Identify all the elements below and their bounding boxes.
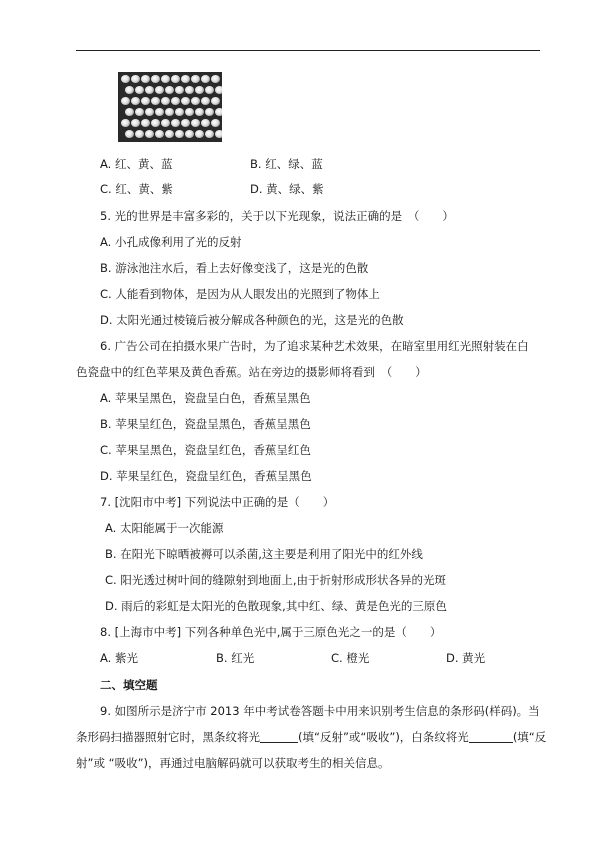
light-dot: [161, 119, 170, 127]
light-dot: [181, 75, 190, 83]
light-dot: [141, 75, 150, 83]
q8-option-a: A. 紫光: [100, 651, 138, 665]
light-dot: [215, 86, 222, 94]
colored-lights-image: [118, 72, 222, 142]
q7-option-b: B. 在阳光下晾晒被褥可以杀菌,这主要是利用了阳光中的红外线: [105, 547, 423, 561]
light-dot: [131, 97, 140, 105]
q9-line2-part2: (填“反射”或“吸收”)，白条纹将光: [298, 730, 469, 744]
light-dot: [131, 75, 140, 83]
light-dot: [161, 97, 170, 105]
light-dot: [121, 75, 130, 83]
q5-option-b: B. 游泳池注水后，看上去好像变浅了，这是光的色散: [100, 261, 369, 275]
q9-line2: [76, 730, 546, 744]
light-dot: [161, 75, 170, 83]
light-dot: [191, 97, 200, 105]
light-dot: [145, 130, 154, 138]
q9-line1: 9. 如图所示是济宁市 2013 年中考试卷答题卡中用来识别考生信息的条形码(样码)。当: [100, 704, 540, 718]
light-dot: [125, 108, 134, 116]
q9-answer-blank-2[interactable]: [469, 730, 513, 743]
q6-option-a: A. 苹果呈黑色，瓷盘呈白色，香蕉呈黑色: [100, 391, 311, 405]
q5-option-d: D. 太阳光通过棱镜后被分解成各种颜色的光，这是光的色散: [100, 313, 404, 327]
light-dot: [131, 119, 140, 127]
q5-stem: 5. 光的世界是丰富多彩的，关于以下光现象，说法正确的是 （ ）: [100, 209, 454, 223]
q7-option-a: A. 太阳能属于一次能源: [105, 521, 224, 535]
light-dot: [201, 119, 210, 127]
q7-stem: 7. [沈阳市中考] 下列说法中正确的是（ ）: [100, 495, 335, 509]
light-dot: [211, 119, 220, 127]
q8-stem: 8. [上海市中考] 下列各种单色光中,属于三原色光之一的是（ ）: [100, 625, 442, 639]
light-dot: [145, 108, 154, 116]
light-dot: [201, 75, 210, 83]
light-dot: [165, 108, 174, 116]
light-dot: [195, 130, 204, 138]
q7-option-d: D. 雨后的彩虹是太阳光的色散现象,其中红、绿、黄是色光的三原色: [105, 599, 447, 613]
light-dot: [205, 130, 214, 138]
q6-stem-line2: 色瓷盘中的红色苹果及黄色香蕉。站在旁边的摄影师将看到 （ ）: [76, 365, 427, 379]
light-dot: [125, 130, 134, 138]
light-dot: [215, 130, 222, 138]
light-dot: [145, 86, 154, 94]
q9-line2-part1: 条形码扫描器照射它时，黑条纹将光: [76, 730, 260, 744]
light-dot: [205, 86, 214, 94]
light-dot: [201, 97, 210, 105]
q9-answer-blank-1[interactable]: [260, 730, 298, 743]
light-dot: [165, 130, 174, 138]
light-dot: [121, 119, 130, 127]
light-dot: [191, 119, 200, 127]
light-dot: [135, 108, 144, 116]
header-rule: [76, 50, 540, 51]
light-dot: [185, 108, 194, 116]
q4-option-b: B. 红、绿、蓝: [250, 157, 323, 171]
q8-option-c: C. 橙光: [331, 651, 370, 665]
q5-option-a: A. 小孔成像利用了光的反射: [100, 235, 242, 249]
q8-option-d: D. 黄光: [446, 651, 486, 665]
q9-line3: 射”或 “吸收”)，再通过电脑解码就可以获取考生的相关信息。: [76, 756, 390, 770]
light-dot: [211, 75, 220, 83]
light-dot: [141, 119, 150, 127]
light-dot: [205, 108, 214, 116]
light-dot: [151, 97, 160, 105]
light-dot: [155, 108, 164, 116]
q6-stem-line1: 6. 广告公司在拍摄水果广告时，为了追求某种艺术效果，在暗室里用红光照射装在白: [100, 339, 529, 353]
light-dot: [215, 108, 222, 116]
light-dot: [141, 97, 150, 105]
q8-option-b: B. 红光: [216, 651, 255, 665]
light-dot: [125, 86, 134, 94]
q6-option-c: C. 苹果呈黑色，瓷盘呈红色，香蕉呈红色: [100, 443, 311, 457]
light-dot: [185, 130, 194, 138]
light-dot: [171, 97, 180, 105]
light-dot: [121, 97, 130, 105]
light-dot: [185, 86, 194, 94]
q4-option-d: D. 黄、绿、紫: [250, 182, 324, 196]
q6-option-d: D. 苹果呈红色，瓷盘呈红色，香蕉呈黑色: [100, 469, 312, 483]
light-dot: [181, 97, 190, 105]
light-dot: [211, 97, 220, 105]
light-dot: [195, 108, 204, 116]
light-dot: [175, 130, 184, 138]
light-dot: [155, 86, 164, 94]
light-dot: [171, 75, 180, 83]
light-dot: [151, 75, 160, 83]
light-dot: [135, 130, 144, 138]
q7-option-c: C. 阳光透过树叶间的缝隙射到地面上,由于折射形成形状各异的光斑: [105, 573, 446, 587]
q5-option-c: C. 人能看到物体，是因为从人眼发出的光照到了物体上: [100, 287, 380, 301]
section-heading-fill-in: 二、填空题: [100, 678, 158, 692]
q6-option-b: B. 苹果呈红色，瓷盘呈黑色，香蕉呈黑色: [100, 417, 311, 431]
light-dot: [175, 108, 184, 116]
q4-option-c: C. 红、黄、紫: [100, 182, 173, 196]
q9-line2-part3: (填“反: [512, 730, 547, 744]
light-dot: [151, 119, 160, 127]
q4-option-a: A. 红、黄、蓝: [100, 157, 173, 171]
light-dot: [165, 86, 174, 94]
light-dot: [191, 75, 200, 83]
light-dot: [171, 119, 180, 127]
light-dot: [181, 119, 190, 127]
light-dot: [155, 130, 164, 138]
light-dot: [175, 86, 184, 94]
light-dot: [135, 86, 144, 94]
light-dot: [195, 86, 204, 94]
